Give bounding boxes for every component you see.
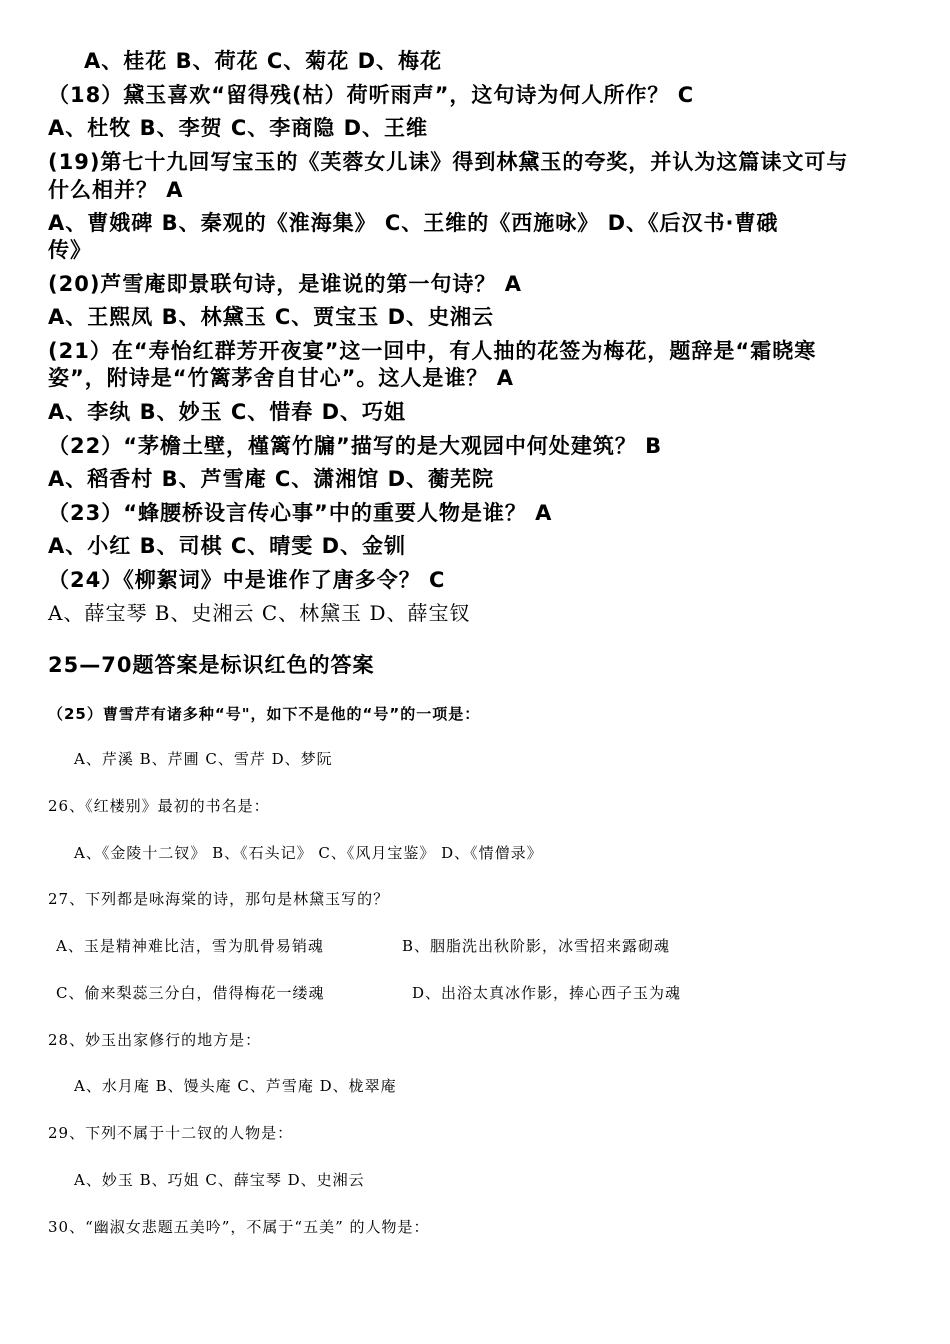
q30-question: 30、“幽淑女悲题五美吟”，不属于“五美” 的人物是：	[48, 1218, 430, 1236]
q19-options-line1: A、曹娥碑 B、秦观的《淮海集》 C、王维的《西施咏》 D、《后汉书·曹硪	[48, 211, 779, 235]
q23-question: （23）“蜂腰桥设言传心事”中的重要人物是谁？ A	[48, 501, 553, 525]
q27-option-b: B、胭脂洗出秋阶影，冰雪招来露砌魂	[402, 937, 671, 955]
q22-options: A、稻香村 B、芦雪庵 C、潇湘馆 D、蘅芜院	[48, 467, 495, 491]
q21-question-line1: (21）在“寿怡红群芳开夜宴”这一回中，有人抽的花签为梅花，题辞是“霜晓寒	[48, 339, 817, 363]
q21-options: A、李纨 B、妙玉 C、惜春 D、巧姐	[48, 400, 407, 424]
q27-option-d: D、出浴太真冰作影，捧心西子玉为魂	[412, 984, 682, 1002]
q17-options: A、桂花 B、荷花 C、菊花 D、梅花	[84, 49, 443, 73]
q26-question: 26、《红楼别》最初的书名是：	[48, 797, 270, 815]
q28-options: A、水月庵 B、馒头庵 C、芦雪庵 D、栊翠庵	[74, 1077, 397, 1095]
q28-question: 28、妙玉出家修行的地方是：	[48, 1031, 262, 1049]
q27-question: 27、下列都是咏海棠的诗，那句是林黛玉写的？	[48, 890, 390, 908]
q27-option-c: C、偷来梨蕊三分白，借得梅花一缕魂	[56, 984, 325, 1002]
q25-options: A、芹溪 B、芹圃 C、雪芹 D、梦阮	[74, 750, 333, 768]
q20-options: A、王熙凤 B、林黛玉 C、贾宝玉 D、史湘云	[48, 305, 495, 329]
q29-options: A、妙玉 B、巧姐 C、薛宝琴 D、史湘云	[74, 1171, 365, 1189]
q19-question-line1: (19)第七十九回写宝玉的《芙蓉女儿诔》得到林黛玉的夸奖，并认为这篇诔文可与	[48, 150, 849, 174]
q24-options: A、薛宝琴 B、史湘云 C、林黛玉 D、薛宝钗	[48, 601, 471, 625]
q21-question-line2: 姿”，附诗是“竹篱茅舍自甘心”。这人是谁？ A	[48, 366, 514, 390]
q22-question: （22）“茅檐土壁，槿篱竹牖”描写的是大观园中何处建筑？ B	[48, 434, 663, 458]
section-heading: 25—70题答案是标识红色的答案	[48, 653, 375, 677]
q18-question: （18）黛玉喜欢“留得残(枯）荷听雨声”，这句诗为何人所作？ C	[48, 83, 695, 107]
q29-question: 29、下列不属于十二钗的人物是：	[48, 1124, 294, 1142]
q19-options-line2: 传》	[48, 238, 92, 262]
q23-options: A、小红 B、司棋 C、晴雯 D、金钏	[48, 534, 407, 558]
q26-options: A、《金陵十二钗》 B、《石头记》 C、《风月宝鉴》 D、《情僧录》	[74, 844, 543, 862]
q27-option-a: A、玉是精神难比洁，雪为肌骨易销魂	[56, 937, 324, 955]
q20-question: (20)芦雪庵即景联句诗，是谁说的第一句诗？ A	[48, 272, 522, 296]
q25-question: （25）曹雪芹有诸多种“号"，如下不是他的“号”的一项是：	[48, 705, 481, 723]
q19-question-line2: 什么相并？ A	[48, 178, 184, 202]
q18-options: A、杜牧 B、李贺 C、李商隐 D、王维	[48, 116, 429, 140]
q24-question: （24）《柳絮词》中是谁作了唐多令？ C	[48, 568, 446, 592]
